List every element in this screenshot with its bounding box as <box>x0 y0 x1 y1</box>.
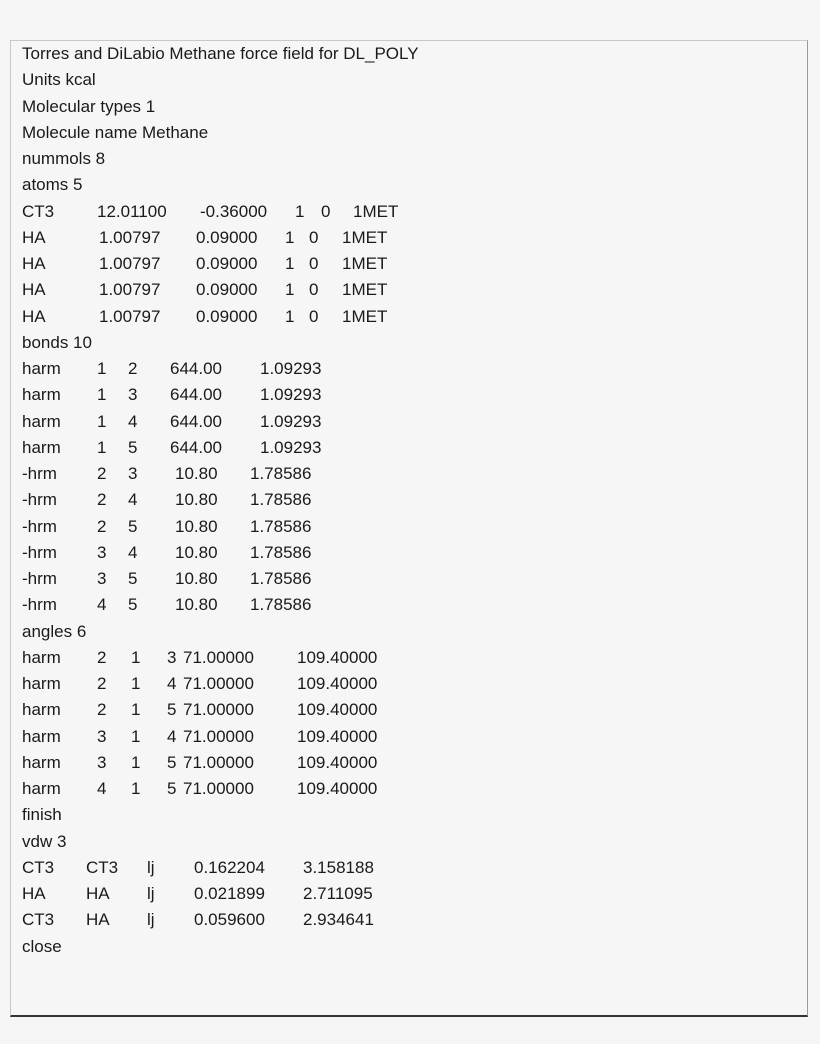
cell: 0.059600 <box>194 910 265 930</box>
cell: 71.00000 <box>183 647 254 667</box>
cell: 1.09293 <box>260 385 322 405</box>
cell: 3 <box>97 569 107 588</box>
cell: 0.09000 <box>196 280 258 300</box>
cell: 1 <box>285 254 295 273</box>
cell: 1MET <box>342 227 388 247</box>
cell: 1 <box>285 227 295 247</box>
cell: 0.09000 <box>196 227 258 247</box>
cell: 5 <box>167 752 177 772</box>
cell: 12.01100 <box>97 201 167 221</box>
cell: 1 <box>97 385 107 405</box>
cell: 1 <box>131 700 141 720</box>
cell: 5 <box>128 569 138 588</box>
cell: 71.00000 <box>183 674 254 693</box>
cell: 0.09000 <box>196 254 258 273</box>
cell: 10.80 <box>175 464 218 483</box>
atom-row <box>11 251 807 277</box>
bond-row <box>11 409 807 435</box>
cell: 1.78586 <box>250 569 312 588</box>
cell: harm <box>22 779 61 798</box>
cell: 1 <box>131 779 141 798</box>
cell: 0 <box>309 227 319 247</box>
cell: 71.00000 <box>183 779 254 798</box>
cell: HA <box>22 884 46 903</box>
atom-row <box>11 304 807 330</box>
close-line <box>11 934 807 960</box>
cell: harm <box>22 385 61 405</box>
angle-row <box>11 776 807 802</box>
cell: 5 <box>128 516 138 536</box>
section-header <box>11 829 807 855</box>
cell: -hrm <box>22 490 57 510</box>
cell: 109.40000 <box>297 674 378 693</box>
atom-row <box>11 199 807 225</box>
cell: 1 <box>295 201 305 221</box>
cell: 5 <box>128 595 138 615</box>
header-line <box>11 94 807 120</box>
cell: 1.00797 <box>99 254 161 273</box>
vdw-row <box>11 907 807 933</box>
cell: 10.80 <box>175 490 218 510</box>
cell: 10.80 <box>175 569 218 588</box>
cell: lj <box>147 910 155 930</box>
cell: CT3 <box>22 201 55 221</box>
cell: 5 <box>167 779 177 798</box>
cell: harm <box>22 411 61 431</box>
section-header <box>11 330 807 356</box>
cell: 1 <box>97 359 107 378</box>
section-header <box>11 619 807 645</box>
header-line-text: Molecular types 1 <box>22 96 156 116</box>
cell: HA <box>22 306 46 326</box>
cell: CT3 <box>22 857 55 877</box>
cell: CT3 <box>22 910 55 930</box>
cell: 3 <box>97 752 107 772</box>
cell: 2 <box>97 516 107 536</box>
cell: 3 <box>97 726 107 746</box>
header-line <box>11 67 807 93</box>
cell: HA <box>22 254 46 273</box>
cell: 4 <box>97 595 107 615</box>
cell: CT3 <box>86 857 119 877</box>
cell: 1.09293 <box>260 359 322 378</box>
bond-row <box>11 592 807 618</box>
bond-row <box>11 540 807 566</box>
cell: 4 <box>167 726 177 746</box>
angle-row <box>11 671 807 697</box>
cell: 1MET <box>353 201 399 221</box>
cell: 0 <box>309 306 319 326</box>
section-header-text: bonds 10 <box>22 332 92 352</box>
cell: harm <box>22 700 61 720</box>
cell: -0.36000 <box>200 201 268 221</box>
cell: 4 <box>97 779 107 798</box>
cell: 109.40000 <box>297 700 378 720</box>
vdw-row <box>11 855 807 881</box>
cell: 1 <box>131 752 141 772</box>
atom-row <box>11 225 807 251</box>
cell: 0.09000 <box>196 306 258 326</box>
cell: 1.78586 <box>250 490 312 510</box>
section-header-text: angles 6 <box>22 621 87 641</box>
cell: 1.00797 <box>99 280 161 300</box>
angle-row <box>11 750 807 776</box>
close-line-text: close <box>22 936 62 956</box>
cell: 2 <box>97 464 107 483</box>
bond-row <box>11 514 807 540</box>
cell: 1MET <box>342 306 388 326</box>
cell: -hrm <box>22 516 57 536</box>
cell: -hrm <box>22 595 57 615</box>
header-line-text: nummols 8 <box>22 149 106 168</box>
cell: 2.934641 <box>303 910 374 930</box>
cell: 644.00 <box>170 359 222 378</box>
cell: 71.00000 <box>183 726 254 746</box>
cell: 0.162204 <box>194 857 265 877</box>
cell: harm <box>22 647 61 667</box>
document-lines <box>11 41 807 960</box>
cell: -hrm <box>22 542 57 562</box>
cell: 3 <box>128 385 138 405</box>
force-field-document <box>10 40 808 1017</box>
header-line <box>11 172 807 198</box>
cell: harm <box>22 359 61 378</box>
angle-row <box>11 724 807 750</box>
cell: -hrm <box>22 464 57 483</box>
cell: 71.00000 <box>183 700 254 720</box>
cell: 1 <box>285 306 295 326</box>
header-line-text: Units kcal <box>22 70 96 90</box>
cell: 4 <box>128 490 138 510</box>
cell: 10.80 <box>175 516 218 536</box>
cell: 2 <box>97 674 107 693</box>
cell: HA <box>86 884 110 903</box>
section-header-text: vdw 3 <box>22 831 67 851</box>
angle-row <box>11 645 807 671</box>
cell: 1MET <box>342 280 388 300</box>
atom-row <box>11 277 807 303</box>
cell: 1 <box>131 726 141 746</box>
cell: 1 <box>97 437 107 457</box>
cell: 0 <box>309 280 319 300</box>
cell: HA <box>86 910 110 930</box>
cell: 4 <box>167 674 177 693</box>
cell: 2 <box>97 647 107 667</box>
header-line <box>11 120 807 146</box>
cell: 3 <box>97 542 107 562</box>
cell: 4 <box>128 542 138 562</box>
bond-row <box>11 487 807 513</box>
cell: 5 <box>128 437 138 457</box>
cell: 71.00000 <box>183 752 254 772</box>
bond-row <box>11 461 807 487</box>
cell: 109.40000 <box>297 647 378 667</box>
header-line-text: atoms 5 <box>22 175 83 195</box>
cell: 0 <box>321 201 331 221</box>
cell: 1 <box>285 280 295 300</box>
finish-line-text: finish <box>22 805 62 825</box>
bond-row <box>11 356 807 382</box>
cell: 10.80 <box>175 542 218 562</box>
bond-row <box>11 435 807 461</box>
cell: harm <box>22 674 61 693</box>
cell: 1.78586 <box>250 595 312 615</box>
header-line <box>11 41 807 67</box>
cell: 1.00797 <box>99 227 161 247</box>
cell: 1 <box>131 647 141 667</box>
cell: 1MET <box>342 254 388 273</box>
cell: harm <box>22 726 61 746</box>
header-line-text: Molecule name Methane <box>22 122 209 142</box>
cell: 0.021899 <box>194 884 265 903</box>
angle-row <box>11 697 807 723</box>
cell: harm <box>22 752 61 772</box>
cell: 3 <box>128 464 138 483</box>
cell: 1.78586 <box>250 516 312 536</box>
vdw-row <box>11 881 807 907</box>
cell: 0 <box>309 254 319 273</box>
cell: HA <box>22 280 46 300</box>
cell: -hrm <box>22 569 57 588</box>
header-line <box>11 146 807 172</box>
cell: lj <box>147 884 155 903</box>
cell: 109.40000 <box>297 752 378 772</box>
finish-line <box>11 802 807 828</box>
cell: 5 <box>167 700 177 720</box>
cell: 1 <box>131 674 141 693</box>
cell: 2 <box>97 700 107 720</box>
cell: 1.09293 <box>260 411 322 431</box>
bond-row <box>11 566 807 592</box>
cell: 109.40000 <box>297 779 378 798</box>
cell: 2 <box>128 359 138 378</box>
cell: 1 <box>97 411 107 431</box>
cell: 4 <box>128 411 138 431</box>
cell: 2.711095 <box>303 884 373 903</box>
cell: HA <box>22 227 46 247</box>
cell: 3.158188 <box>303 857 374 877</box>
cell: 1.00797 <box>99 306 161 326</box>
cell: 644.00 <box>170 437 222 457</box>
bond-row <box>11 382 807 408</box>
header-line-text: Torres and DiLabio Methane force field for DL_POLY <box>22 44 419 63</box>
cell: 109.40000 <box>297 726 378 746</box>
cell: 644.00 <box>170 411 222 431</box>
cell: 10.80 <box>175 595 218 615</box>
cell: 1.09293 <box>260 437 322 457</box>
cell: 1.78586 <box>250 464 312 483</box>
cell: 3 <box>167 647 177 667</box>
cell: harm <box>22 437 61 457</box>
cell: 2 <box>97 490 107 510</box>
cell: lj <box>147 857 155 877</box>
cell: 644.00 <box>170 385 222 405</box>
cell: 1.78586 <box>250 542 312 562</box>
